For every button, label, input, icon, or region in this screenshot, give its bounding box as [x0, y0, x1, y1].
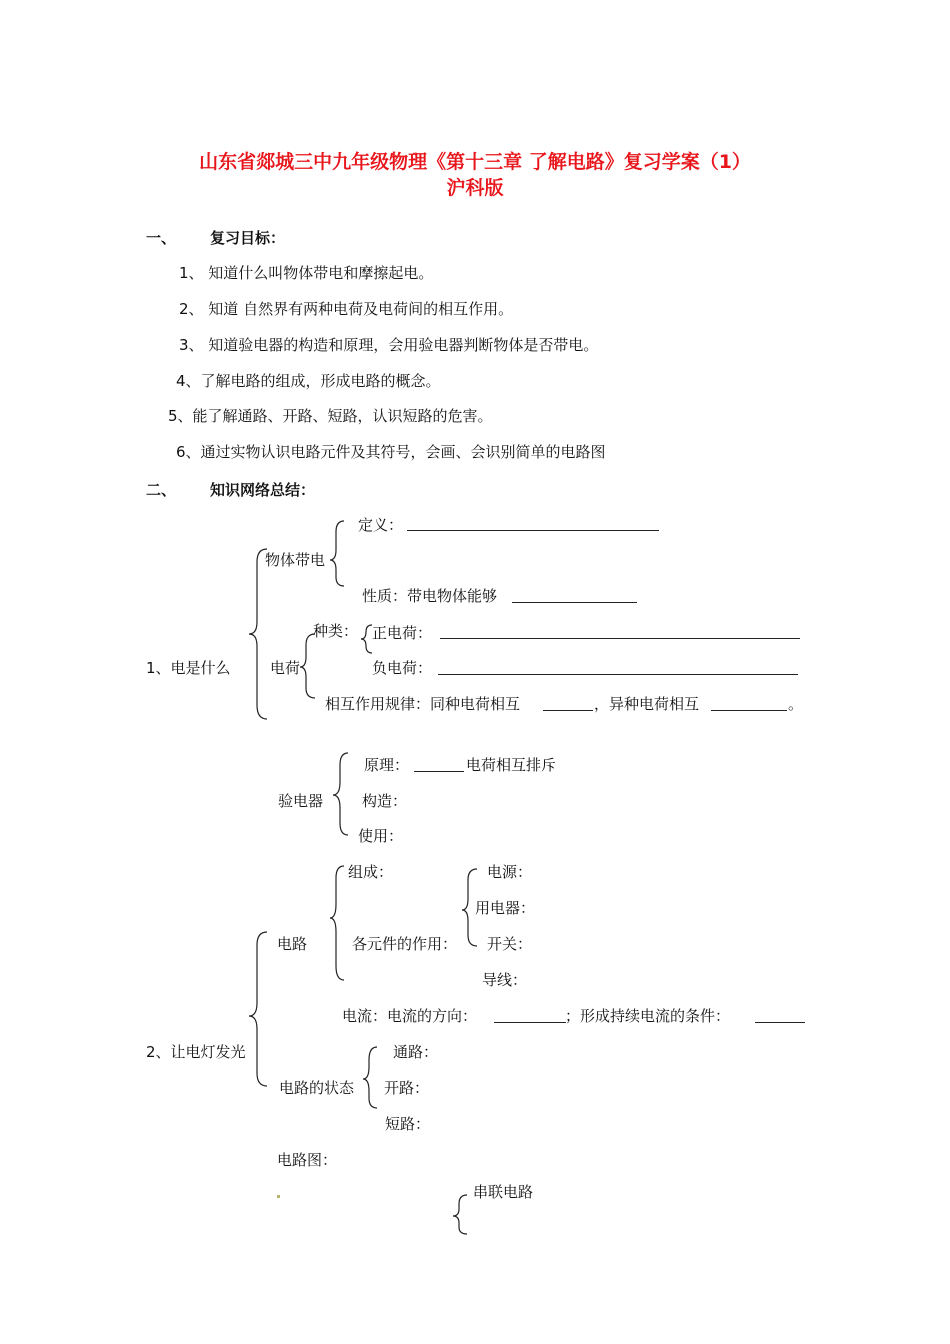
wire-label: 导线： [482, 971, 528, 989]
current-condition-blank[interactable] [755, 1022, 805, 1023]
property-blank[interactable] [512, 602, 637, 603]
charged-object-label: 物体带电 [265, 551, 326, 569]
interaction-law-label: 相互作用规律：同种电荷相互 [325, 695, 521, 713]
like-charges-blank[interactable] [543, 710, 593, 711]
section2-heading: 知识网络总结： [210, 481, 316, 499]
short-circuit-label: 短路： [385, 1115, 431, 1133]
current-direction-blank[interactable] [494, 1022, 566, 1023]
structure-label: 构造： [362, 792, 408, 810]
definition-label: 定义： [358, 516, 404, 534]
brace-electroscope [333, 753, 348, 835]
series-circuit-label: 串联电路 [473, 1183, 534, 1201]
brace-charge [300, 634, 315, 698]
open-circuit-label: 开路： [384, 1079, 430, 1097]
usage-label: 使用： [358, 827, 404, 845]
objective-item-5: 5、能了解通路、开路、短路，认识短路的危害。 [168, 407, 493, 425]
positive-charge-blank[interactable] [440, 638, 800, 639]
definition-blank[interactable] [407, 530, 659, 531]
unlike-charges-blank[interactable] [711, 710, 787, 711]
negative-charge-label: 负电荷： [372, 659, 433, 677]
objective-item-6: 6、通过实物认识电路元件及其符号，会画、会识别简单的电路图 [176, 443, 606, 461]
electroscope-label: 验电器 [278, 792, 324, 810]
brace-state [363, 1047, 377, 1108]
charge-label: 电荷 [270, 659, 301, 677]
current-condition-label: ；形成持续电流的条件： [565, 1007, 731, 1025]
principle-text: 电荷相互排斥 [466, 756, 557, 774]
section1-heading: 复习目标： [210, 229, 286, 247]
current-direction-label: 电流：电流的方向： [342, 1007, 478, 1025]
brace-circuit [330, 866, 344, 980]
stray-mark [277, 1195, 280, 1198]
property-label: 性质：带电物体能够 [362, 587, 498, 605]
interaction-law-end: 。 [788, 695, 804, 713]
circuit-label: 电路 [277, 935, 308, 953]
switch-label: 开关： [487, 935, 533, 953]
positive-charge-label: 正电荷： [372, 624, 433, 642]
principle-label: 原理： [364, 756, 410, 774]
circuit-state-label: 电路的状态 [279, 1079, 355, 1097]
objective-item-2: 2、 知道 自然界有两种电荷及电荷间的相互作用。 [179, 300, 514, 318]
brace-electricity [249, 549, 267, 719]
part1-root: 1、电是什么 [146, 659, 231, 677]
page-subtitle: 沪科版 [446, 177, 504, 199]
part2-root: 2、让电灯发光 [146, 1043, 246, 1061]
power-source-label: 电源： [487, 863, 533, 881]
brace-series [453, 1195, 467, 1234]
brace-kinds [361, 625, 372, 653]
section1-number: 一、 [146, 229, 177, 247]
kinds-label: 种类： [313, 622, 359, 640]
interaction-law-unlike: ，异种电荷相互 [594, 695, 700, 713]
appliance-label: 用电器： [475, 899, 536, 917]
circuit-diagram-label: 电路图： [277, 1151, 338, 1169]
page-title: 山东省郯城三中九年级物理《第十三章 了解电路》复习学案（1） [199, 151, 751, 173]
brace-part2 [249, 932, 267, 1086]
closed-circuit-label: 通路： [393, 1043, 439, 1061]
negative-charge-blank[interactable] [438, 674, 798, 675]
brace-charged [330, 521, 344, 586]
objective-item-4: 4、了解电路的组成，形成电路的概念。 [176, 372, 441, 390]
objective-item-1: 1、 知道什么叫物体带电和摩擦起电。 [179, 264, 434, 282]
objective-item-3: 3、 知道验电器的构造和原理，会用验电器判断物体是否带电。 [179, 336, 599, 354]
composition-label: 组成： [348, 863, 394, 881]
component-roles-label: 各元件的作用： [352, 935, 458, 953]
principle-blank[interactable] [414, 771, 464, 772]
section2-number: 二、 [146, 481, 177, 499]
